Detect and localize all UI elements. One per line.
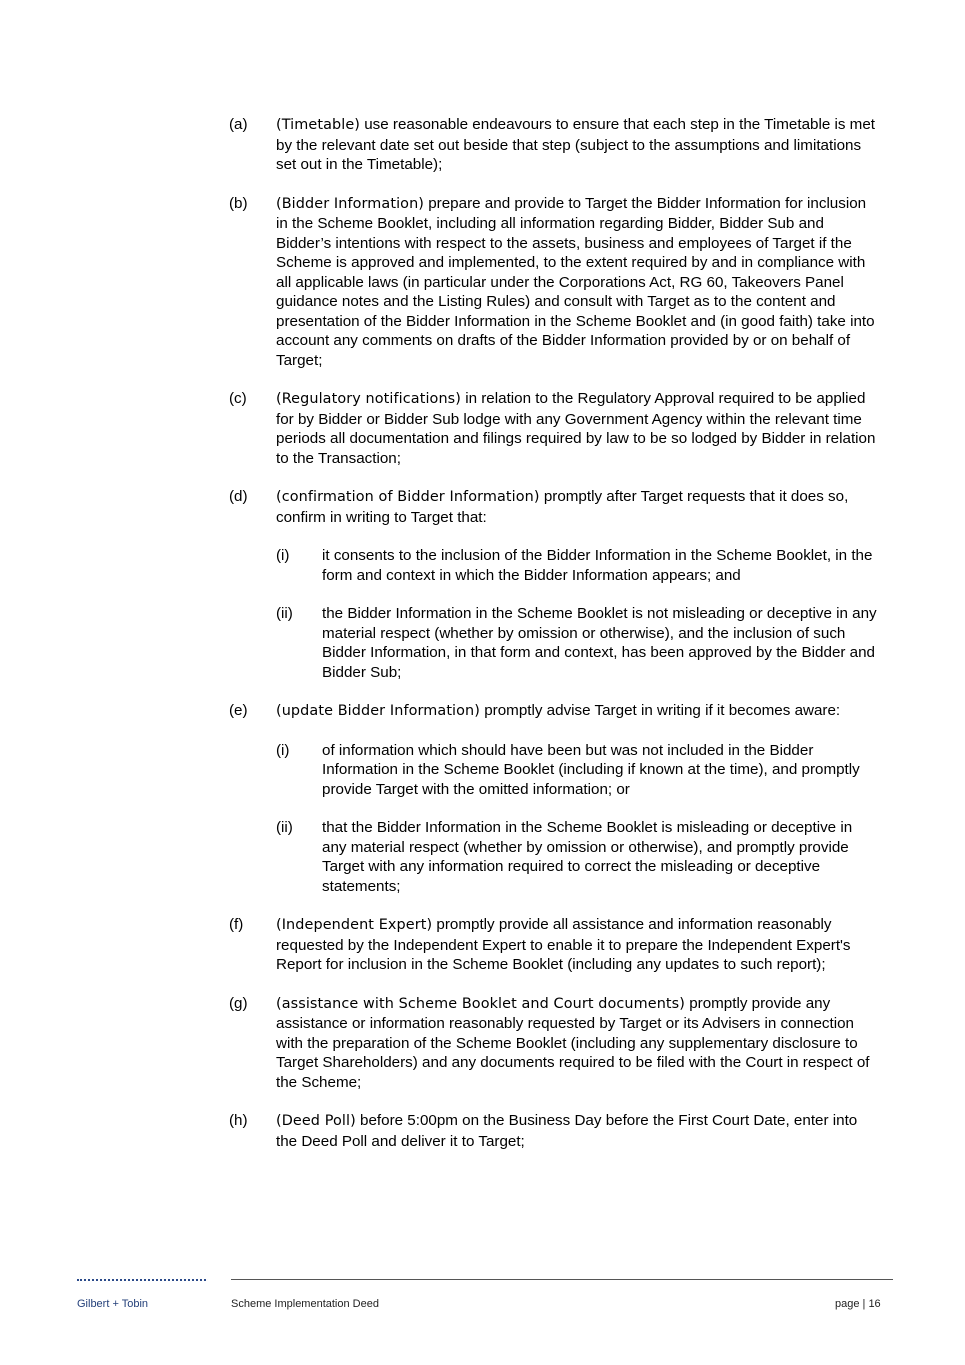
clause-label: (c) <box>229 390 247 407</box>
clause-body: before 5:00pm on the Business Day before the First Court Date, enter into the Deed Poll and deliver it to Target; <box>276 1112 858 1150</box>
clause-f <box>229 915 879 975</box>
clause-c <box>229 389 879 468</box>
footer-dotted-rule <box>77 1279 206 1281</box>
clause-heading: (Bidder Information) <box>276 195 425 212</box>
clause-body: promptly provide any assistance or information reasonably requested by Target or its Advisers in connection with the preparation of the Scheme Booklet (including any supplementary disclosure to Target Shareholders) and any documents required to be filed with the Court in respect of the Scheme; <box>276 994 870 1091</box>
clause-d <box>229 487 879 682</box>
clause-heading: (Independent Expert) <box>276 917 433 933</box>
footer-firm-name: Gilbert + Tobin <box>77 1298 149 1310</box>
clause-label: (f) <box>229 916 244 933</box>
clause-body: promptly provide all assistance and information reasonably requested by the Independent Expert to enable it to prepare the Independent Expert's Report for inclusion in the Scheme Booklet (including any updates to such report); <box>276 916 851 973</box>
clause-label: (g) <box>229 994 248 1012</box>
clause-label: (a) <box>229 116 248 133</box>
subclause-text: the Bidder Information in the Scheme Booklet is not misleading or deceptive in any material respect (whether by omission or otherwise), and the inclusion of such Bidder Information, in that form and context, has been approved by the Bidder and Bidder Sub; <box>322 605 877 681</box>
clause-text <box>276 701 879 722</box>
clause-heading: (assistance with Scheme Booklet and Court documents) <box>276 995 685 1012</box>
subclause-label: (ii) <box>276 819 293 836</box>
clause-label: (b) <box>229 194 248 212</box>
clause-heading: (Timetable) <box>276 117 360 133</box>
clause-e <box>229 701 879 896</box>
clause-label: (h) <box>229 1112 248 1129</box>
clause-text <box>276 487 879 527</box>
clause-body: promptly after Target requests that it does so, confirm in writing to Target that: <box>276 488 849 526</box>
subclause-label: (ii) <box>276 605 293 622</box>
clause-heading: (confirmation of Bidder Information) <box>276 489 540 505</box>
subclause-text: it consents to the inclusion of the Bidder Information in the Scheme Booklet, in the form and context in which the Bidder Information appears; and <box>322 547 873 584</box>
subclause-d-ii <box>276 604 879 682</box>
clause-h <box>229 1111 879 1151</box>
clause-label: (d) <box>229 488 248 505</box>
footer-rule <box>231 1279 893 1280</box>
subclause-d-i <box>276 546 879 585</box>
clause-body: prepare and provide to Target the Bidder Information for inclusion in the Scheme Booklet, including all information regarding Bidder, Bidder Sub and Bidder’s intentions with respect to the assets, business and employees of Target if the Scheme is approved and implemented, to the extent required by and in compliance with all applicable laws (in particular under the Corporations Act, RG 60, Takeovers Panel guidance notes and the Listing Rules) and consult with Target as to the content and presentation of the Bidder Information in the Scheme Booklet and (in good faith) take into account any comments on drafts of the Bidder Information provided by or on behalf of Target; <box>276 194 875 369</box>
clause-label: (e) <box>229 702 248 719</box>
footer-document-title: Scheme Implementation Deed <box>231 1298 379 1310</box>
footer-page-number: page | 16 <box>835 1298 881 1310</box>
clause-heading: (update Bidder Information) <box>276 703 480 719</box>
clause-text <box>276 115 879 175</box>
clause-body: use reasonable endeavours to ensure that each step in the Timetable is met by the relevant date set out beside that step (subject to the assumptions and limitations set out in the Timetable); <box>276 116 876 173</box>
clause-text <box>276 194 879 371</box>
clause-text <box>276 389 879 468</box>
clause-g <box>229 994 879 1093</box>
clause-body: promptly advise Target in writing if it becomes aware: <box>480 702 841 719</box>
subclause-label: (i) <box>276 741 290 759</box>
subclause-e-ii <box>276 818 879 896</box>
clause-heading: (Regulatory notifications) <box>276 391 461 407</box>
subclause-text: that the Bidder Information in the Scheme Booklet is misleading or deceptive in any material respect (whether by omission or otherwise), and promptly provide Target with any information required to correct the misleading or deceptive statements; <box>322 819 853 895</box>
subclause-label: (i) <box>276 547 290 564</box>
subclause-text: of information which should have been but was not included in the Bidder Information in the Scheme Booklet (including if known at the time), and promptly provide Target with the omitted information; or <box>322 741 860 798</box>
clause-list <box>229 115 879 1170</box>
clause-body: in relation to the Regulatory Approval required to be applied for by Bidder or Bidder Sub lodge with any Government Agency within the relevant time periods all documentation and filings required by law to be so lodged by Bidder in relation to the Transaction; <box>276 390 876 467</box>
clause-a <box>229 115 879 175</box>
subclause-e-i <box>276 741 879 800</box>
clause-text <box>276 915 879 975</box>
clause-b <box>229 194 879 371</box>
clause-heading: (Deed Poll) <box>276 1113 356 1129</box>
clause-text <box>276 994 879 1093</box>
clause-text <box>276 1111 879 1151</box>
